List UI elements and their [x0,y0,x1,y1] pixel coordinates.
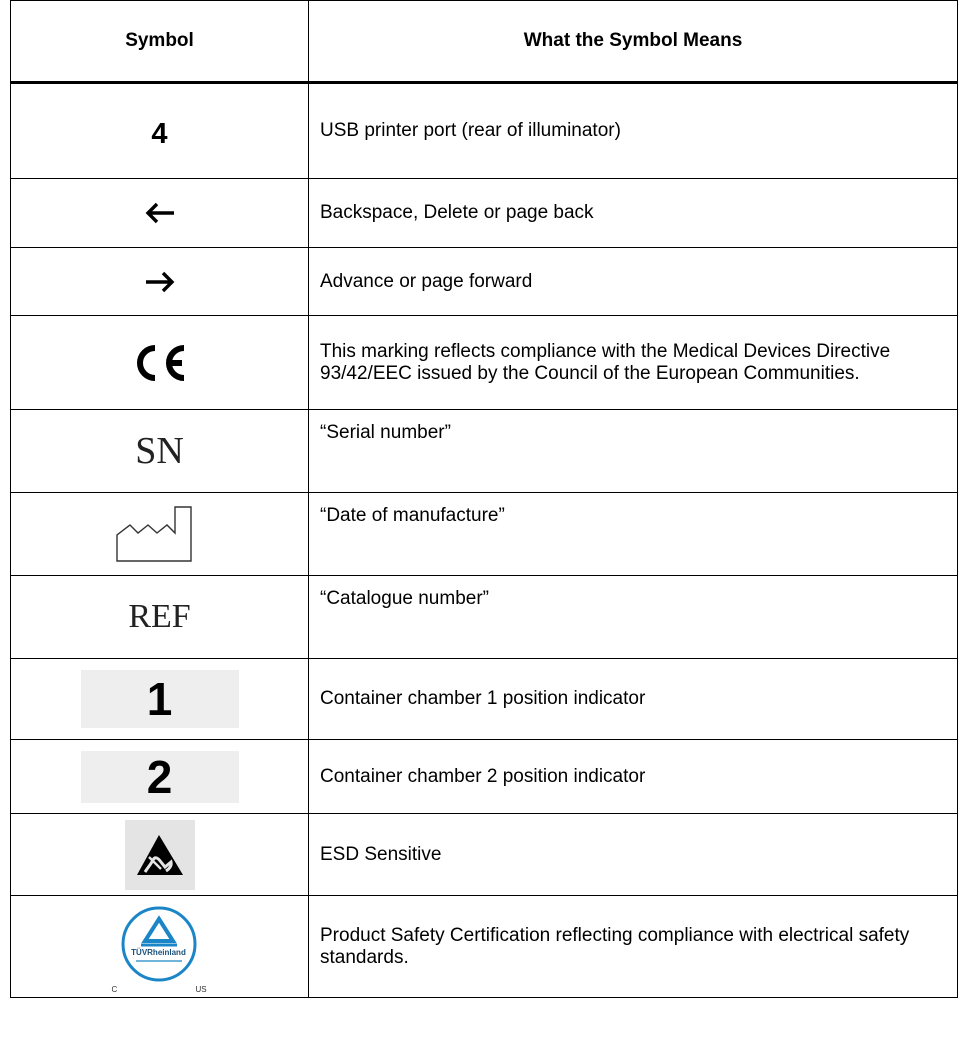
usb-port-symbol: 4 [151,117,168,150]
catalogue-number-symbol: REF [128,598,191,635]
meaning-cell: “Date of manufacture” [309,493,958,576]
symbol-cell [11,410,309,493]
symbol-cell [11,659,309,740]
symbol-cell [11,896,309,998]
arrow-left-icon [144,201,176,225]
meaning-cell: Container chamber 2 position indicator [309,740,958,814]
table-row [11,576,958,659]
meaning-cell: USB printer port (rear of illuminator) [309,83,958,179]
arrow-right-icon [144,270,176,294]
table-row [11,740,958,814]
table-row [11,659,958,740]
symbol-cell [11,740,309,814]
table-header-row [11,1,958,83]
symbol-cell [11,576,309,659]
symbol-cell [11,248,309,316]
chamber-2-symbol: 2 [81,751,239,803]
serial-number-symbol: SN [135,430,184,472]
table-row [11,83,958,179]
meaning-cell: “Catalogue number” [309,576,958,659]
esd-warning-icon [125,820,195,890]
tuv-us-label: US [195,984,207,994]
table-row [11,248,958,316]
meaning-cell: ESD Sensitive [309,814,958,896]
meaning-cell: Container chamber 1 position indicator [309,659,958,740]
date-of-manufacture-icon [115,505,205,563]
meaning-cell: “Serial number” [309,410,958,493]
tuv-c-label: C [111,984,118,994]
meaning-cell: Advance or page forward [309,248,958,316]
table-row [11,814,958,896]
tuv-brand-text: TÜVRheinland [131,947,186,957]
header-meaning: What the Symbol Means [309,1,958,83]
table-row [11,493,958,576]
header-symbol: Symbol [11,1,309,83]
symbol-cell [11,814,309,896]
ce-mark-icon [131,343,189,383]
esd-symbol-box [125,820,195,890]
meaning-cell: This marking reflects compliance with the Medical Devices Directive 93/42/EEC issued by the Council of the European Communities. [309,316,958,410]
symbol-cell [11,493,309,576]
table-row [11,896,958,998]
symbol-cell [11,316,309,410]
symbol-cell [11,83,309,179]
symbol-cell [11,179,309,248]
tuv-mark [100,897,220,997]
table-row [11,410,958,493]
chamber-1-symbol: 1 [81,670,239,728]
meaning-cell: Backspace, Delete or page back [309,179,958,248]
table-row [11,316,958,410]
meaning-cell: Product Safety Certification reflecting compliance with electrical safety standards. [309,896,958,998]
table-row [11,179,958,248]
symbol-table [10,0,958,998]
tuv-rheinland-mark-icon [100,897,220,997]
